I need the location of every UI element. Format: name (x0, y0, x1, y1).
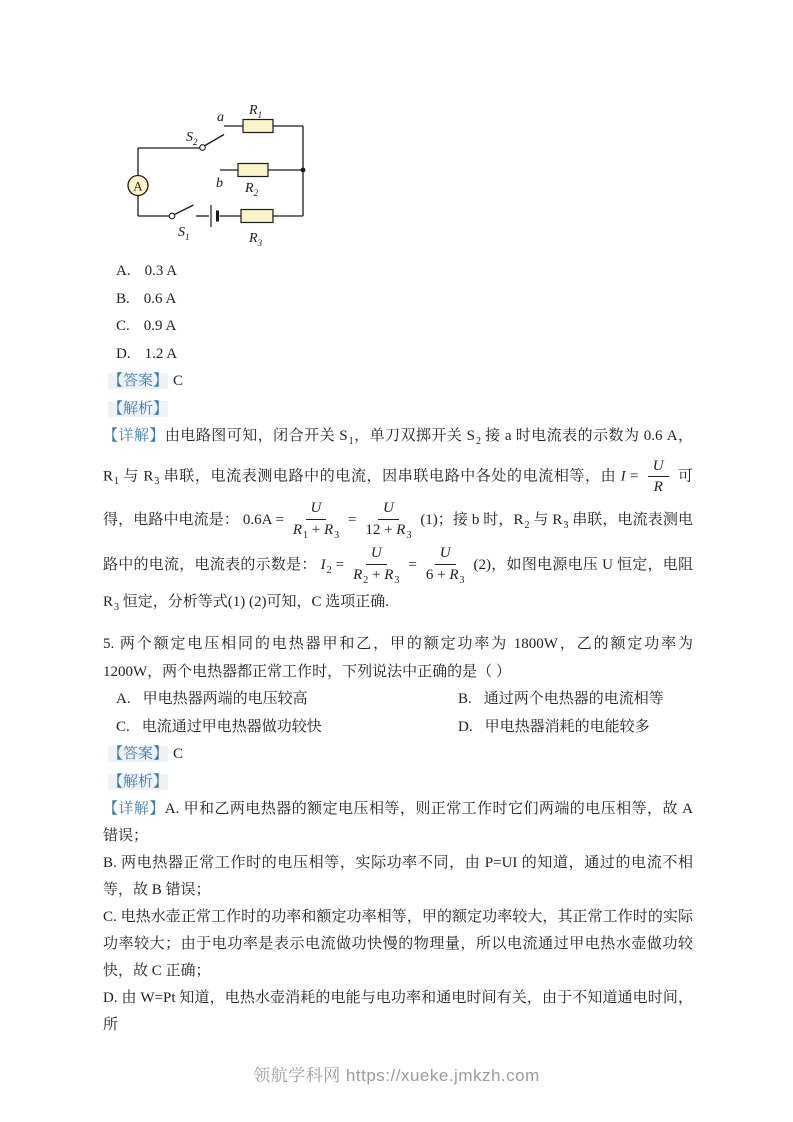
label-s1: $S_1$ (178, 225, 190, 242)
option-label: C. (116, 318, 130, 334)
q5-options-row-2 (116, 714, 693, 742)
q5-answer-row (108, 741, 693, 769)
q5-detail-paragraph-d: D. 由 W=Pt 知道，电热水壶消耗的电能与电功率和通电时间有关，由于不知道通电时间，所 (103, 990, 693, 1033)
question-number: 5. (103, 636, 115, 652)
q5-detail-paragraph-b: B. 两电热器正常工作时的电压相等，实际功率不同，由 P=UI 的知道，通过的电流不相等，故 B 错误； (103, 855, 693, 898)
q5-detail (103, 796, 693, 1039)
q5-detail-paragraph-a: 【详解】A. 甲和乙两电热器的额定电压相等，则正常工作时它们两端的电压相等，故 A 错误； (103, 801, 693, 844)
q4-analysis-row (108, 396, 693, 424)
option-label: C. (116, 718, 130, 735)
option-label: D. (458, 718, 473, 735)
option-text: 通过两个电热器的电流相等 (483, 691, 664, 707)
q5-detail-paragraph-c: C. 电热水壶正常工作时的功率和额定功率相等，甲的额定功率较大，其正常工作时的实际功率较大；由于电功率是表示电流做功快慢的物理量，所以电流通过甲电热水壶做功较快，故 C 正确； (103, 909, 693, 979)
answer-tag: 【答案】 (108, 373, 169, 389)
ammeter-icon (128, 176, 148, 196)
resistor-r2 (238, 164, 268, 177)
q5-options-row-1 (116, 686, 693, 714)
label-r1: $R_1$ (249, 103, 263, 120)
q5-options (116, 686, 693, 741)
label-a: a (217, 110, 224, 125)
ammeter-letter: A (133, 178, 143, 194)
option-label: A. (116, 263, 131, 279)
q4-option-c (116, 313, 693, 341)
resistor-r1 (243, 120, 273, 133)
switch-s2-pivot (200, 145, 206, 151)
option-text: 甲电热器两端的电压较高 (142, 691, 308, 707)
label-r2: $R_2$ (245, 181, 259, 198)
q4-answer-row (108, 368, 693, 396)
circuit-diagram (108, 86, 323, 249)
resistor-r3 (241, 210, 273, 223)
circuit-figure (108, 86, 693, 254)
battery-icon (211, 205, 218, 227)
analysis-tag: 【解析】 (108, 400, 169, 417)
q4-option-a (116, 258, 693, 286)
option-text: 甲电热器消耗的电能较多 (484, 718, 650, 735)
option-text: 0.9 A (143, 318, 177, 334)
option-label: B. (458, 691, 472, 707)
label-b: b (216, 176, 223, 191)
q5-stem (103, 631, 693, 686)
option-label: D. (116, 345, 131, 362)
q5-option-d (458, 714, 693, 742)
option-text: 1.2 A (144, 345, 178, 362)
option-label: A. (116, 691, 131, 707)
q4-detail-paragraph: 【详解】由电路图可知，闭合开关 $S_1$，单刀双掷开关 $S_2$ 接 a 时电流表的示数为 0.6 A， $R_1$ 与 $R_3$ 串联，电流表测电路中的电流，因串联电路中各处的电流相等，由 I = $\frac{U}{R}$ 可得，电路中电流是： 0.6A = $\frac{U}{R_1 + R_3}$ = $\frac{U}{12 + R_3}$ (1)；接 b 时，$R_2$ 与 $R_3$ 串联，电流表测电路中的电流，电流表的示数是： $I_2$ = $\frac{U}{R_2 + R_3}$ = $\frac{U}{6 + R_3}$ (2)，如图电源电压 U 恒定，电阻 $R_3$ 恒定，分析等式(1) (2)可知，C 选项正确. (103, 428, 693, 613)
question-text: 两个额定电压相同的电热器甲和乙，甲的额定功率为 1800W，乙的额定功率为 1200W，两个电热器都正常工作时，下列说法中正确的是（ ） (103, 636, 693, 680)
answer-letter: C (173, 746, 184, 762)
q5-option-b (458, 686, 693, 714)
q4-option-d (116, 341, 693, 369)
answer-tag: 【答案】 (108, 746, 169, 762)
option-text: 0.6 A (143, 290, 177, 307)
site-watermark: 领航学科网 https://xueke.jmkzh.com (253, 1066, 540, 1085)
q5-analysis-row (108, 769, 693, 797)
switch-s1-pivot (169, 213, 175, 219)
option-label: B. (116, 290, 130, 307)
q4-options (103, 258, 693, 368)
label-s2: $S_2$ (186, 130, 198, 147)
option-text: 电流通过甲电热器做功较快 (141, 718, 322, 735)
label-r3: $R_3$ (249, 231, 263, 248)
q5-option-c (116, 714, 458, 742)
answer-letter: C (173, 373, 184, 389)
page-footer (0, 1061, 793, 1086)
switch-s1-blade (175, 205, 194, 215)
q5-option-a (116, 686, 458, 714)
switch-s2-blade (205, 135, 224, 146)
junction-dot (301, 168, 306, 173)
option-text: 0.3 A (144, 263, 178, 279)
analysis-tag: 【解析】 (108, 773, 169, 790)
circuit-wires (138, 126, 303, 216)
q4-option-b (116, 286, 693, 314)
